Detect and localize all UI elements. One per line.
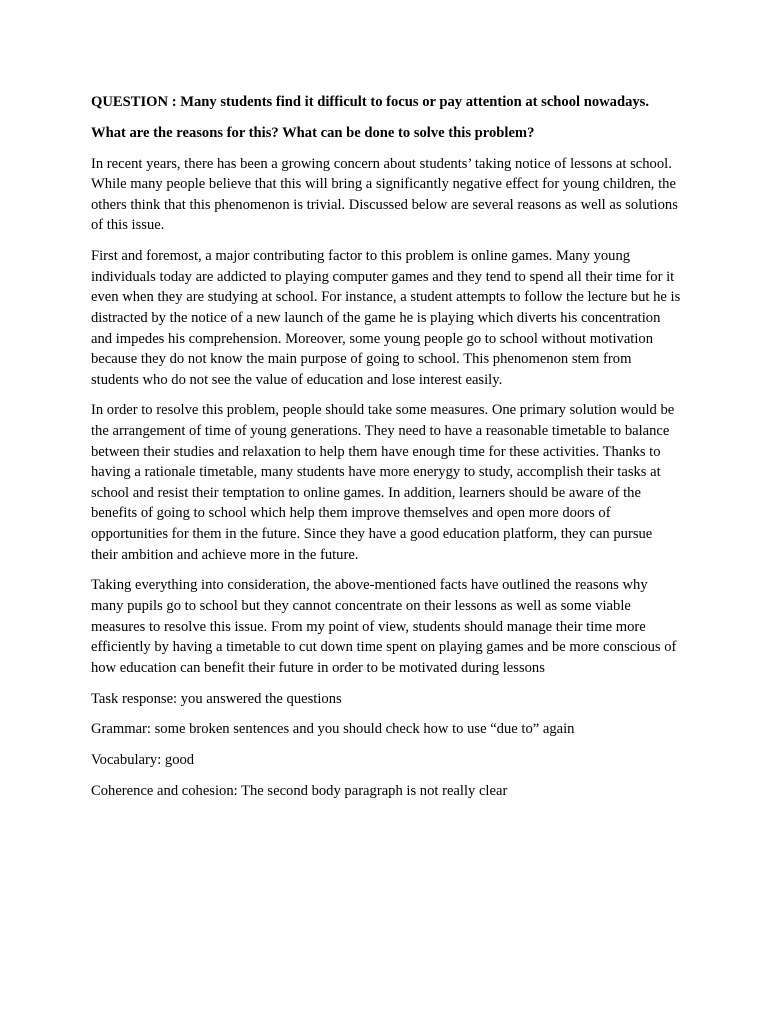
essay-body-paragraph-1: First and foremost, a major contributing factor to this problem is online games. Many young individuals today are addicted to playing computer games and they tend to spend all their time for it even when they are studying at school. For instance, a student attempts to follow the lecture but he is distracted by the notice of a new launch of the game he is playing which diverts his concentration and impedes his comprehension. Moreover, some young people go to school without motivation because they do not know the main purpose of going to school. This phenomenon stem from students who do not see the value of education and lose interest easily. [91,248,681,388]
essay-introduction: In recent years, there has been a growing concern about students’ taking notice of lessons at school. While many people believe that this will bring a significantly negative effect for young children, the others think that this phenomenon is trivial. Discussed below are several reasons as well as solutions of this issue. [91,155,678,234]
question-heading: QUESTION : Many students find it difficult to focus or pay attention at school nowadays. [91,94,649,110]
document-page [91,92,681,812]
feedback-coherence: Coherence and cohesion: The second body paragraph is not really clear [91,782,508,799]
feedback-vocabulary: Vocabulary: good [91,752,195,769]
essay-conclusion: Taking everything into consideration, the above-mentioned facts have outlined the reasons why many pupils go to school but they cannot concentrate on their lessons as well as some viable measures to resolve this issue. From my point of view, students should manage their time more efficiently by having a timetable to cut down time spent on playing games and be more conscious of how education can benefit their future in order to be motivated during lessons [91,577,677,676]
essay-body-paragraph-2: In order to resolve this problem, people should take some measures. One primary solution would be the arrangement of time of young generations. They need to have a reasonable timetable to balance between their studies and relaxation to help them have enough time for these activities. Thanks to having a rationale timetable, many students have more enerygy to study, accomplish their tasks at school and resist their temptation to online games. In addition, learners should be aware of the benefits of going to school which help them improve themselves and open more doors of opportunities for them in the future. Since they have a good education platform, they can pursue their ambition and achieve more in the future. [91,402,675,563]
feedback-task-response: Task response: you answered the questions [91,690,342,707]
question-subheading: What are the reasons for this? What can be done to solve this problem? [91,124,535,141]
feedback-grammar: Grammar: some broken sentences and you should check how to use “due to” again [91,721,575,738]
